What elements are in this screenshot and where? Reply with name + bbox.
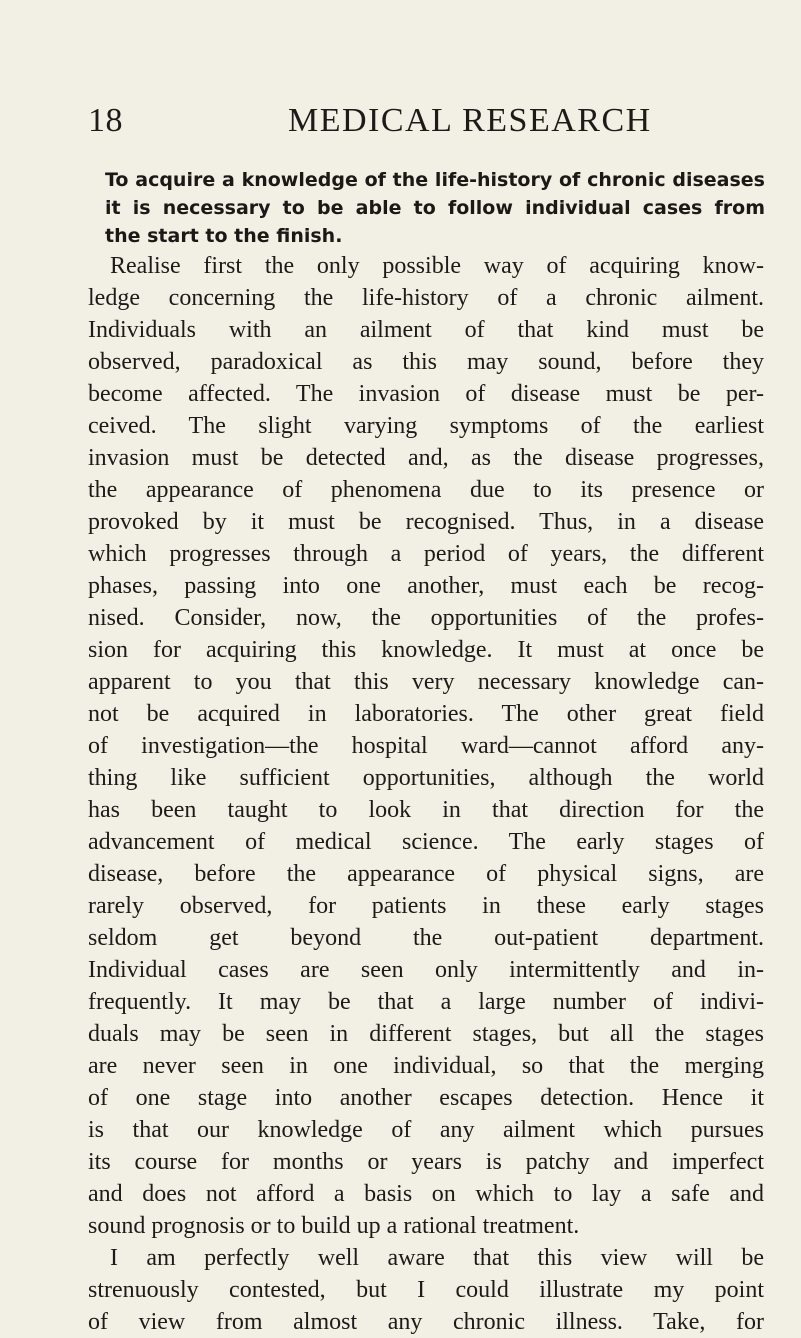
body-line: sion for acquiring this knowledge. It must at once be: [88, 637, 764, 663]
body-line: are never seen in one individual, so that the merging: [88, 1053, 764, 1079]
body-text: [88, 250, 764, 1338]
body-line: seldom get beyond the out-patient department.: [88, 925, 764, 951]
body-line: not be acquired in laboratories. The other great field: [88, 701, 764, 727]
body-line: become affected. The invasion of disease must be per-: [88, 381, 764, 407]
body-line: apparent to you that this very necessary knowledge can-: [88, 669, 764, 695]
body-line: observed, paradoxical as this may sound, before they: [88, 349, 764, 375]
body-line: ceived. The slight varying symptoms of the earliest: [88, 413, 764, 439]
body-line: nised. Consider, now, the opportunities of the profes-: [88, 605, 764, 631]
body-line: of view from almost any chronic illness. Take, for: [88, 1309, 764, 1335]
body-line: I am perfectly well aware that this view will be: [110, 1245, 764, 1271]
body-line: phases, passing into one another, must each be recog-: [88, 573, 764, 599]
body-line: duals may be seen in different stages, but all the stages: [88, 1021, 764, 1047]
summary-line: To acquire a knowledge of the life-history of chronic diseases: [105, 169, 765, 191]
body-line: and does not afford a basis on which to lay a safe and: [88, 1181, 764, 1207]
body-line: the appearance of phenomena due to its presence or: [88, 477, 764, 503]
body-line: is that our knowledge of any ailment which pursues: [88, 1117, 764, 1143]
section-summary: [105, 166, 765, 250]
body-line: thing like sufficient opportunities, although the world: [88, 765, 764, 791]
body-line: of investigation—the hospital ward—cannot afford any-: [88, 733, 764, 759]
body-line: has been taught to look in that direction for the: [88, 797, 764, 823]
body-line: sound prognosis or to build up a rational treatment.: [88, 1213, 580, 1239]
summary-line: the start to the finish.: [105, 225, 343, 247]
running-head: MEDICAL RESEARCH: [288, 102, 652, 139]
body-line: Realise first the only possible way of acquiring know-: [110, 253, 764, 279]
body-line: of one stage into another escapes detection. Hence it: [88, 1085, 764, 1111]
summary-line: it is necessary to be able to follow individual cases from: [105, 197, 765, 219]
body-line: invasion must be detected and, as the disease progresses,: [88, 445, 764, 471]
body-line: Individuals with an ailment of that kind must be: [88, 317, 764, 343]
body-line: provoked by it must be recognised. Thus, in a disease: [88, 509, 764, 535]
body-line: ledge concerning the life-history of a chronic ailment.: [88, 285, 764, 311]
body-line: rarely observed, for patients in these early stages: [88, 893, 764, 919]
body-line: frequently. It may be that a large number of indivi-: [88, 989, 764, 1015]
page-header: [88, 98, 738, 144]
body-line: which progresses through a period of years, the different: [88, 541, 764, 567]
body-line: strenuously contested, but I could illustrate my point: [88, 1277, 764, 1303]
body-line: advancement of medical science. The early stages of: [88, 829, 764, 855]
body-line: disease, before the appearance of physical signs, are: [88, 861, 764, 887]
body-line: Individual cases are seen only intermittently and in-: [88, 957, 764, 983]
body-line: its course for months or years is patchy and imperfect: [88, 1149, 764, 1175]
page-number: 18: [88, 102, 123, 139]
